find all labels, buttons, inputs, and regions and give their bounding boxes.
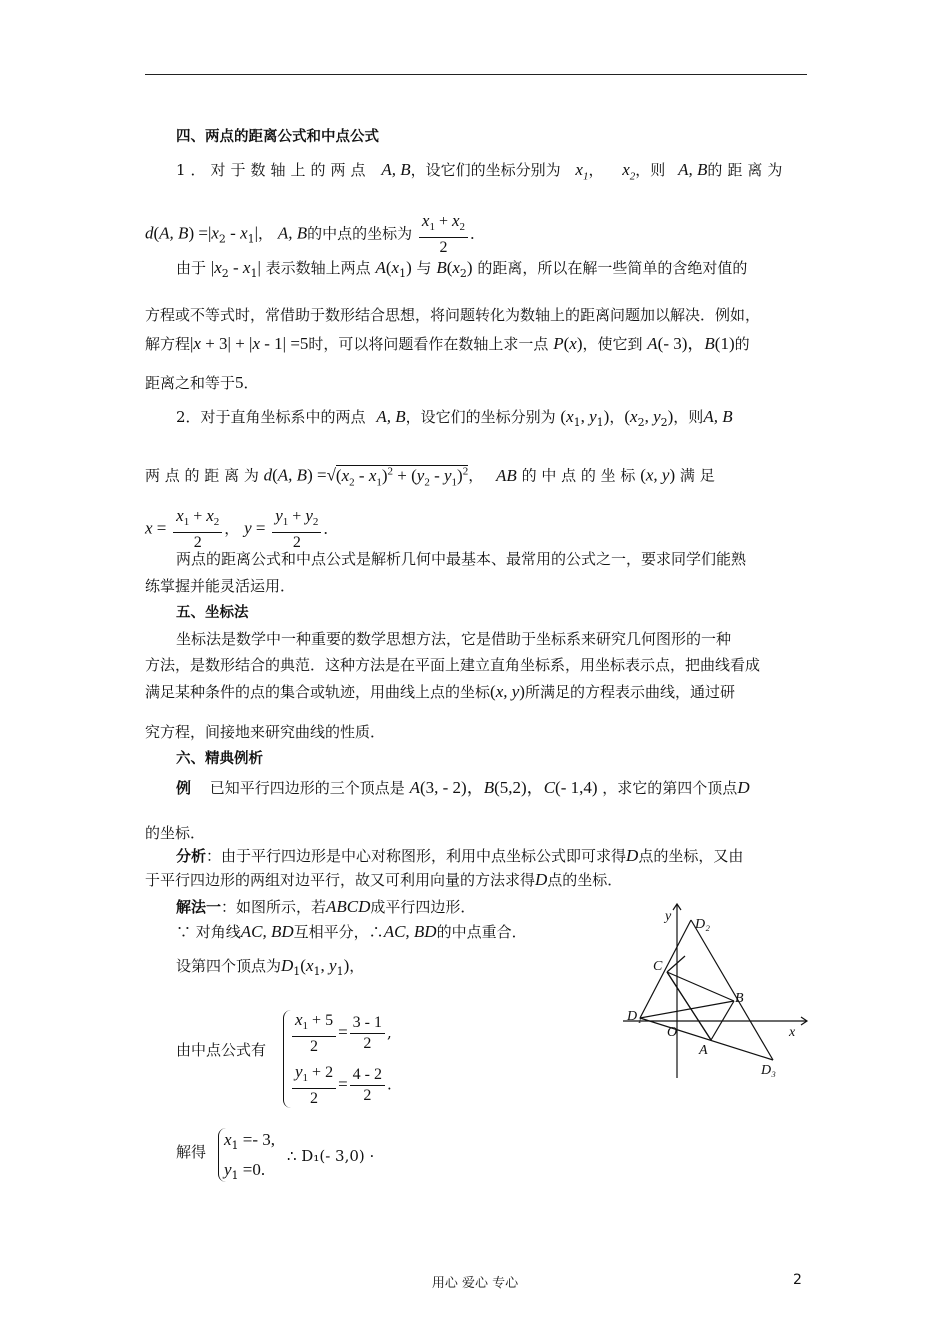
- para-1-line-1: 1．对于数轴上的两点 A, B，设它们的坐标分别为 $x_1$， $x_2$，则 A, B的距离为: [176, 160, 788, 183]
- edge-d2-d3: [691, 920, 773, 1060]
- d1-result: ∴ D₁(- 3,0) ·: [287, 1147, 375, 1165]
- section-6-title: 六、精典例析: [176, 751, 263, 767]
- label-d1: D₁: [627, 1009, 642, 1024]
- label-b: B: [735, 991, 744, 1006]
- para-3-line-3: x = $\frac{x_1 + x_2}{2}$ ， y = $\frac{y_1 + y_2}{2}$ ．: [145, 506, 339, 552]
- edge-d2-d1: [640, 920, 691, 1018]
- solution-line-3: 设第四个顶点为$D_1(x_1$, $y_1$)，: [176, 956, 365, 978]
- label-o: O: [667, 1025, 678, 1040]
- solution-y1: $y_1 =0$.: [224, 1160, 266, 1182]
- analysis-line-1: 分析：由于平行四边形是中心对称图形，利用中点坐标公式即可求得D点的坐标，又由: [176, 846, 744, 865]
- solution-line-2: ∵ 对角线AC, BD互相平分，∴AC, BD的中点重合．: [176, 922, 527, 941]
- label-d2: D₂: [695, 917, 710, 932]
- solution-x1: $x_1 =- 3$,: [224, 1130, 276, 1152]
- para-4-line-2: 练掌握并能灵活运用．: [145, 577, 296, 595]
- sec5-line-3: 满足某种条件的点的集合或轨迹，用曲线上点的坐标(x, y)所满足的方程表示曲线，通过研: [145, 682, 735, 701]
- section-4-title: 四、两点的距离公式和中点公式: [176, 129, 379, 145]
- para-2-line-3: 解方程|x + 3| + |x - 1| =5时，可以将问题看作在数轴上求一点 P(x)，使它到 A(- 3)，B(1)的: [145, 334, 750, 353]
- system-eq-2: $\frac{y_1 + 2}{2}$ = $\frac{4 - 2}{2}$ .: [290, 1062, 392, 1109]
- para-4-line-1: 两点的距离公式和中点公式是解析几何中最基本、最常用的公式之一，要求同学们能熟: [176, 550, 747, 568]
- para-2-line-1: 由于 $|x_2 - x_1|$ 表示数轴上两点 $A(x_1)$ 与 $B(x_2)$ 的距离，所以在解一些简单的含绝对值的: [176, 258, 748, 280]
- analysis-line-2: 于平行四边形的两组对边平行，故又可利用向量的方法求得D点的坐标．: [145, 870, 623, 889]
- para-3-line-1: 2．对于直角坐标系中的两点 A, B，设它们的坐标分别为 ($x_1$, $y_1$)，($x_2$, $y_2$)，则A, B: [176, 407, 733, 429]
- solve-label: 解得: [176, 1143, 207, 1161]
- system-eq-1: $\frac{x_1 + 5}{2}$ = $\frac{3 - 1}{2}$ ,: [290, 1010, 392, 1057]
- label-a: A: [699, 1043, 708, 1058]
- solution-line-1: 解法一：如图所示，若ABCD成平行四边形．: [176, 897, 476, 916]
- para-2-line-2: 方程或不等式时，常借助于数形结合思想，将问题转化为数轴上的距离问题加以解决．例如，: [145, 306, 761, 324]
- parallelogram-figure: [615, 898, 815, 1088]
- midpoint-system-label: 由中点公式有: [176, 1041, 267, 1059]
- section-5-title: 五、坐标法: [176, 605, 249, 621]
- para-3-line-2: 两 点 的 距 离 为 d(A, $B) =√(x_2 - x_1)^2 + (y_2 - y_1)^2$， AB 的 中 点 的 坐 标 (x, y) 满 足: [145, 465, 715, 489]
- midpoint-fraction: $\frac{x_1 + x_2}{2}$: [419, 211, 468, 258]
- label-c: C: [653, 959, 663, 974]
- label-y: y: [665, 909, 672, 924]
- sec5-line-4: 究方程，间接地来研究曲线的性质．: [145, 723, 386, 741]
- example-line-2: 的坐标．: [145, 824, 206, 842]
- label-d3: D₃: [761, 1063, 776, 1078]
- sec5-line-1: 坐标法是数学中一种重要的数学思想方法，它是借助于坐标系来研究几何图形的一种: [176, 630, 732, 648]
- page-number: 2: [793, 1272, 802, 1288]
- label-x: x: [789, 1025, 796, 1040]
- para-2-line-4: 距离之和等于5．: [145, 373, 259, 392]
- example-line-1: 例 已知平行四边形的三个顶点是 A(3, - 2)，B(5,2)，C(- 1,4) ，求它的第四个顶点D: [176, 778, 750, 797]
- sec5-line-2: 方法，是数形结合的典范．这种方法是在平面上建立直角坐标系，用坐标表示点，把曲线看成: [145, 656, 761, 674]
- para-1-line-2: d(A, $B) =|x_2 - x_1|$， A, B的中点的坐标为 $\frac{x_1 + x_2}{2}$ ．: [145, 211, 486, 257]
- page-footer: 用心 爱心 专心: [431, 1276, 519, 1291]
- header-rule: [145, 74, 807, 75]
- edge-c-d2: [667, 956, 685, 972]
